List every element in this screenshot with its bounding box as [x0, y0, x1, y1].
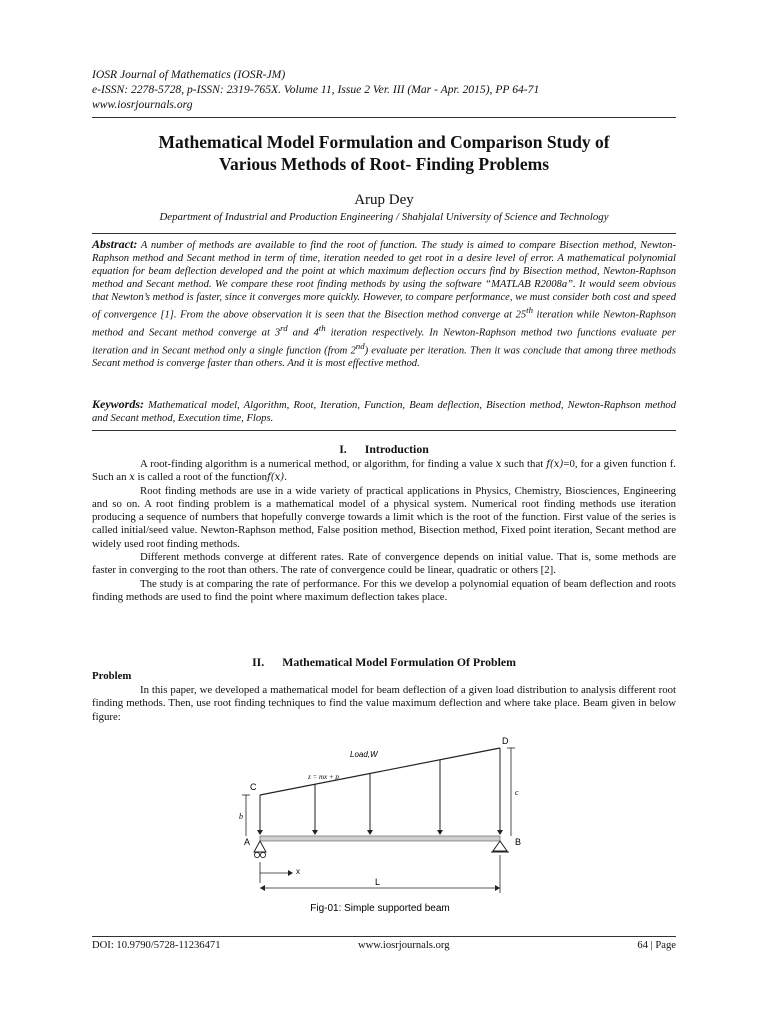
journal-header	[92, 67, 539, 112]
dim-c-label: c	[515, 788, 519, 797]
dim-l-label: L	[375, 877, 381, 887]
section-1-heading	[92, 442, 676, 457]
point-c-label: C	[250, 782, 257, 792]
load-line	[260, 748, 500, 795]
abstract-text-5: ) evaluate per iteration. Then it was conclude that among three methods Secant method is converge faster than others. And it is most effective method.	[92, 345, 676, 370]
abstract-label: Abstract:	[92, 237, 138, 251]
intro-paragraph-4: The study is at comparing the rate of performance. For this we develop a polynomial equation of beam deflection and roots finding methods are used to find the point where maximum deflection takes place.	[92, 577, 676, 603]
dim-x-label: x	[296, 867, 300, 876]
problem-paragraph: In this paper, we developed a mathematical model for beam deflection of a given load distribution to analysis different root finding methods. Then, use root finding techniques to find the value maximum deflection and where take place. Beam given in below figure:	[92, 684, 676, 723]
title-line-2: Various Methods of Root- Finding Problems	[218, 154, 550, 174]
section-2-body	[92, 684, 676, 724]
section-2-title: Mathematical Model Formulation Of Problem	[282, 655, 516, 669]
section-1-title: Introduction	[364, 442, 429, 456]
footer-website: www.iosrjournals.org	[358, 940, 450, 951]
journal-name: IOSR Journal of Mathematics (IOSR-JM)	[92, 68, 286, 81]
intro-paragraph-1: A root-finding algorithm is a numerical method, or algorithm, for finding a value x such that f(x)=0, for a given function f. Such an x is called a root of the functionf(x).	[92, 458, 676, 484]
point-a-label: A	[244, 837, 251, 847]
intro-paragraph-3: Different methods converge at different rates. Rate of convergence depends on initial value. That is, some methods are faster in converging to the root than others. The rate of convergence could be linear, quadratic or others [2].	[92, 551, 676, 577]
beam-figure	[230, 735, 530, 920]
footer-page-number: 64 | Page	[637, 940, 676, 951]
abstract-sup-4: nd	[355, 340, 365, 351]
abstract-text-3: and 4	[287, 327, 319, 339]
point-b-label: B	[515, 837, 522, 847]
journal-website: www.iosrjournals.org	[92, 98, 193, 111]
arrow-heads	[257, 830, 503, 835]
keywords-block	[92, 398, 676, 425]
keywords-label: Keywords:	[92, 397, 144, 411]
roller-a-2	[260, 852, 265, 857]
footer-doi: DOI: 10.9790/5728-11236471	[92, 940, 221, 951]
title-line-1: Mathematical Model Formulation and Comparison Study of	[158, 132, 610, 152]
beam-body	[260, 836, 500, 841]
abstract-text-4: iteration respectively. In Newton-Raphson method two functions evaluate per iteration and in Secant method only a single function (from 2	[92, 327, 676, 357]
section-1-body	[92, 458, 676, 604]
dim-b-label: b	[239, 812, 243, 821]
abstract-sup-3: th	[318, 323, 326, 334]
keywords-text: Mathematical model, Algorithm, Root, Iteration, Function, Beam deflection, Bisection method, Newton-Raphson method and Secant method, Execution time, Flops.	[92, 400, 676, 425]
intro-paragraph-2: Root finding methods are use in a wide variety of practical applications in Physics, Chemistry, Biosciences, Engineering and so on. A root finding problem is a mathematical model of a physical system. Numerical root finding methods use iteration producing a sequence of numbers that hopefully converge towards a limit which is the root of the function. First value of the series is called initial/seed value. Newton-Raphson method, False position method, Bisection method, Fixed point iteration, Secant method are widely used root finding methods.	[92, 484, 676, 550]
paper-title	[92, 131, 676, 175]
abstract-sup-2: rd	[280, 323, 288, 334]
load-equation: z = mx + p	[308, 773, 339, 781]
section-2-number: II.	[252, 655, 265, 669]
support-a	[254, 841, 266, 852]
load-label: Load,W	[350, 750, 378, 759]
header-rule	[92, 117, 676, 118]
figure-caption: Fig-01: Simple supported beam	[310, 903, 450, 914]
abstract-block	[92, 238, 676, 370]
abstract-text-1: A number of methods are available to find the root of function. The study is aimed to compare Bisection method, Newton-Raphson method and Secant method in term of time, iteration needed to get root in a desire level of error. A mathematical polynomial equation for beam deflection developed and the point at which maximum deflection occurs find by Bisection method, Newton-Raphson method and Secant method. We compare these root finding methods by using the software “MATLAB R2008a”. It would seem obvious that Newton’s method is faster, since it converges more quickly. However, to compare performance, we must consider both cost and speed of convergence [1]. From the above observation it is seen that the Bisection method converge at 25	[92, 240, 676, 321]
support-b	[493, 841, 507, 851]
problem-subheading: Problem	[92, 670, 132, 682]
point-d-label: D	[502, 736, 509, 746]
author-name: Arup Dey	[354, 192, 414, 208]
abstract-text-2: iteration while Newton-Raphson method and Secant method converge at 3	[92, 310, 676, 339]
section-2-heading	[92, 655, 676, 670]
abstract-bottom-rule	[92, 430, 676, 431]
abstract-top-rule	[92, 233, 676, 234]
footer-rule	[92, 936, 676, 937]
abstract-sup-1: th	[526, 305, 534, 316]
section-1-number: I.	[339, 442, 347, 456]
roller-a-1	[254, 852, 259, 857]
author-affiliation: Department of Industrial and Production Engineering / Shahjalal University of Science and Technology	[159, 211, 609, 223]
issn-line: e-ISSN: 2278-5728, p-ISSN: 2319-765X. Volume 11, Issue 2 Ver. III (Mar - Apr. 2015), PP 64-71	[92, 83, 540, 96]
load-arrows	[260, 748, 500, 834]
